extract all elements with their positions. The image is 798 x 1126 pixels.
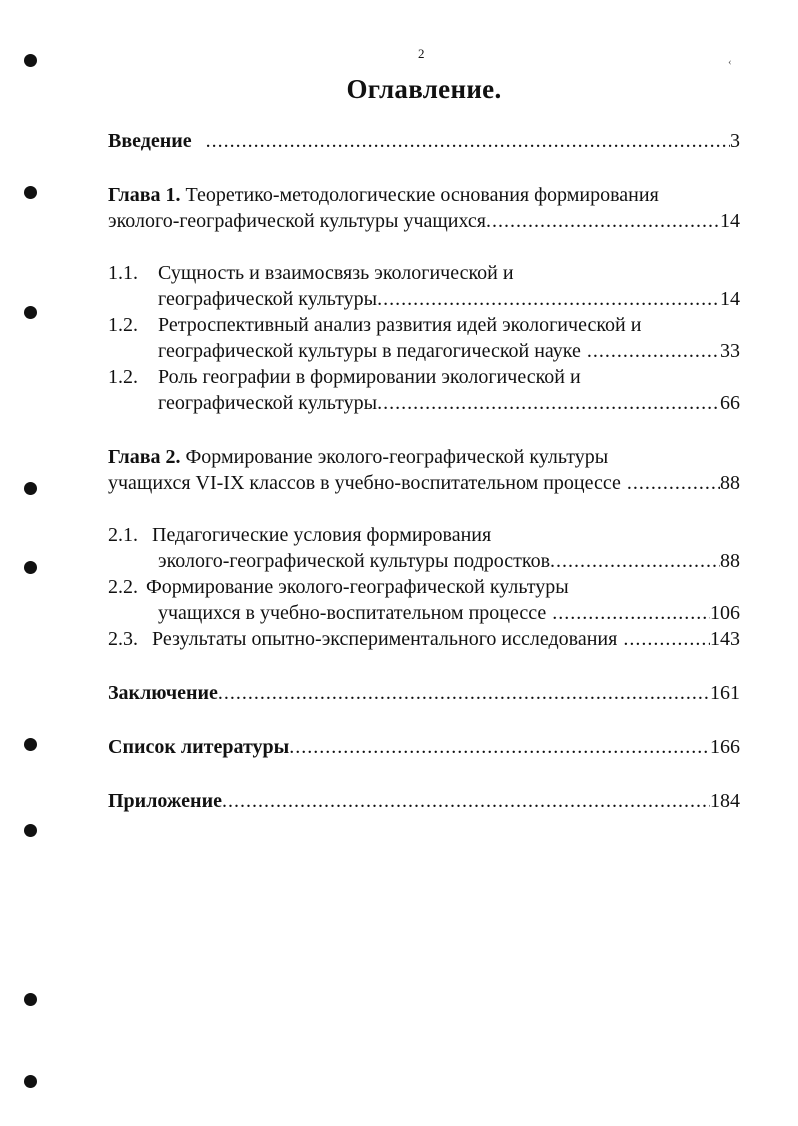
punch-hole-mark [24, 306, 37, 319]
dot-leader [552, 600, 710, 626]
toc-page: 143 [710, 628, 740, 650]
toc-text: Педагогические условия формирования [152, 524, 492, 546]
toc-entry-section-2-3 [108, 626, 740, 652]
toc-entry-intro [108, 128, 740, 154]
toc-text: Теоретико-методологические основания формирования [185, 184, 659, 206]
section-number: 1.1. [108, 262, 138, 284]
toc-text: Формирование эколого-географической культуры [185, 446, 609, 468]
corner-mark: ‹ [728, 56, 732, 68]
toc-text: эколого-географической культуры подростков [158, 550, 551, 572]
toc-text: географической культуры [158, 288, 378, 310]
toc-text: Ретроспективный анализ развития идей экологической и [158, 314, 642, 336]
toc-page: 88 [720, 472, 740, 494]
toc-entry-appendix [108, 788, 740, 814]
punch-hole-mark [24, 561, 37, 574]
toc-page: 14 [720, 288, 740, 310]
dot-leader [377, 286, 720, 312]
punch-hole-mark [24, 186, 37, 199]
toc-page: 14 [720, 210, 740, 232]
punch-hole-mark [24, 993, 37, 1006]
section-number: 2.3. [108, 628, 138, 650]
toc-text: учащихся VI-IX классов в учебно-воспитательном процессе [108, 472, 621, 494]
dot-leader [550, 548, 720, 574]
page-number: 2 [418, 46, 425, 61]
dot-leader [377, 390, 720, 416]
toc-label: Глава 2. [108, 446, 181, 468]
toc-entry-section-1-1 [108, 260, 740, 312]
toc-label: Приложение [108, 790, 222, 812]
toc-label: Глава 1. [108, 184, 181, 206]
dot-leader [627, 470, 720, 496]
punch-hole-mark [24, 1075, 37, 1088]
dot-leader [486, 208, 720, 234]
toc-entry-chapter-1 [108, 182, 740, 234]
table-of-contents [108, 128, 740, 814]
toc-page: 88 [720, 550, 740, 572]
dot-leader [623, 626, 710, 652]
toc-label: Заключение [108, 682, 218, 704]
section-number: 2.2. [108, 576, 138, 598]
toc-label: Список литературы [108, 736, 290, 758]
toc-page: 161 [710, 682, 740, 704]
toc-text: учащихся в учебно-воспитательном процессе [158, 602, 547, 624]
toc-text: географической культуры в педагогической науке [158, 340, 581, 362]
page-title: Оглавление. [346, 74, 502, 104]
toc-page: 184 [710, 790, 740, 812]
toc-entry-conclusion [108, 680, 740, 706]
dot-leader [587, 338, 720, 364]
toc-entry-section-1-3 [108, 364, 740, 416]
section-number: 1.2. [108, 314, 138, 336]
dot-leader [289, 734, 710, 760]
toc-page: 66 [720, 392, 740, 414]
toc-text: Роль географии в формировании экологической и [158, 366, 581, 388]
punch-hole-mark [24, 482, 37, 495]
toc-text: Сущность и взаимосвязь экологической и [158, 262, 514, 284]
punch-hole-mark [24, 738, 37, 751]
toc-entry-section-2-1 [108, 522, 740, 574]
punch-hole-mark [24, 54, 37, 67]
toc-text: Результаты опытно-экспериментального исследования [152, 628, 618, 650]
toc-label: Введение [108, 130, 192, 152]
dot-leader [206, 128, 730, 154]
toc-page: 106 [710, 602, 740, 624]
toc-entry-chapter-2 [108, 444, 740, 496]
toc-page: 3 [730, 130, 740, 152]
toc-text: географической культуры [158, 392, 378, 414]
dot-leader [218, 680, 710, 706]
section-number: 1.2. [108, 366, 138, 388]
toc-entry-references [108, 734, 740, 760]
dot-leader [222, 788, 710, 814]
toc-entry-section-1-2 [108, 312, 740, 364]
toc-text: эколого-географической культуры учащихся [108, 210, 486, 232]
toc-entry-section-2-2 [108, 574, 740, 626]
punch-hole-mark [24, 824, 37, 837]
toc-text: Формирование эколого-географической культуры [146, 576, 569, 598]
section-number: 2.1. [108, 524, 138, 546]
toc-page: 166 [710, 736, 740, 758]
toc-page: 33 [720, 340, 740, 362]
